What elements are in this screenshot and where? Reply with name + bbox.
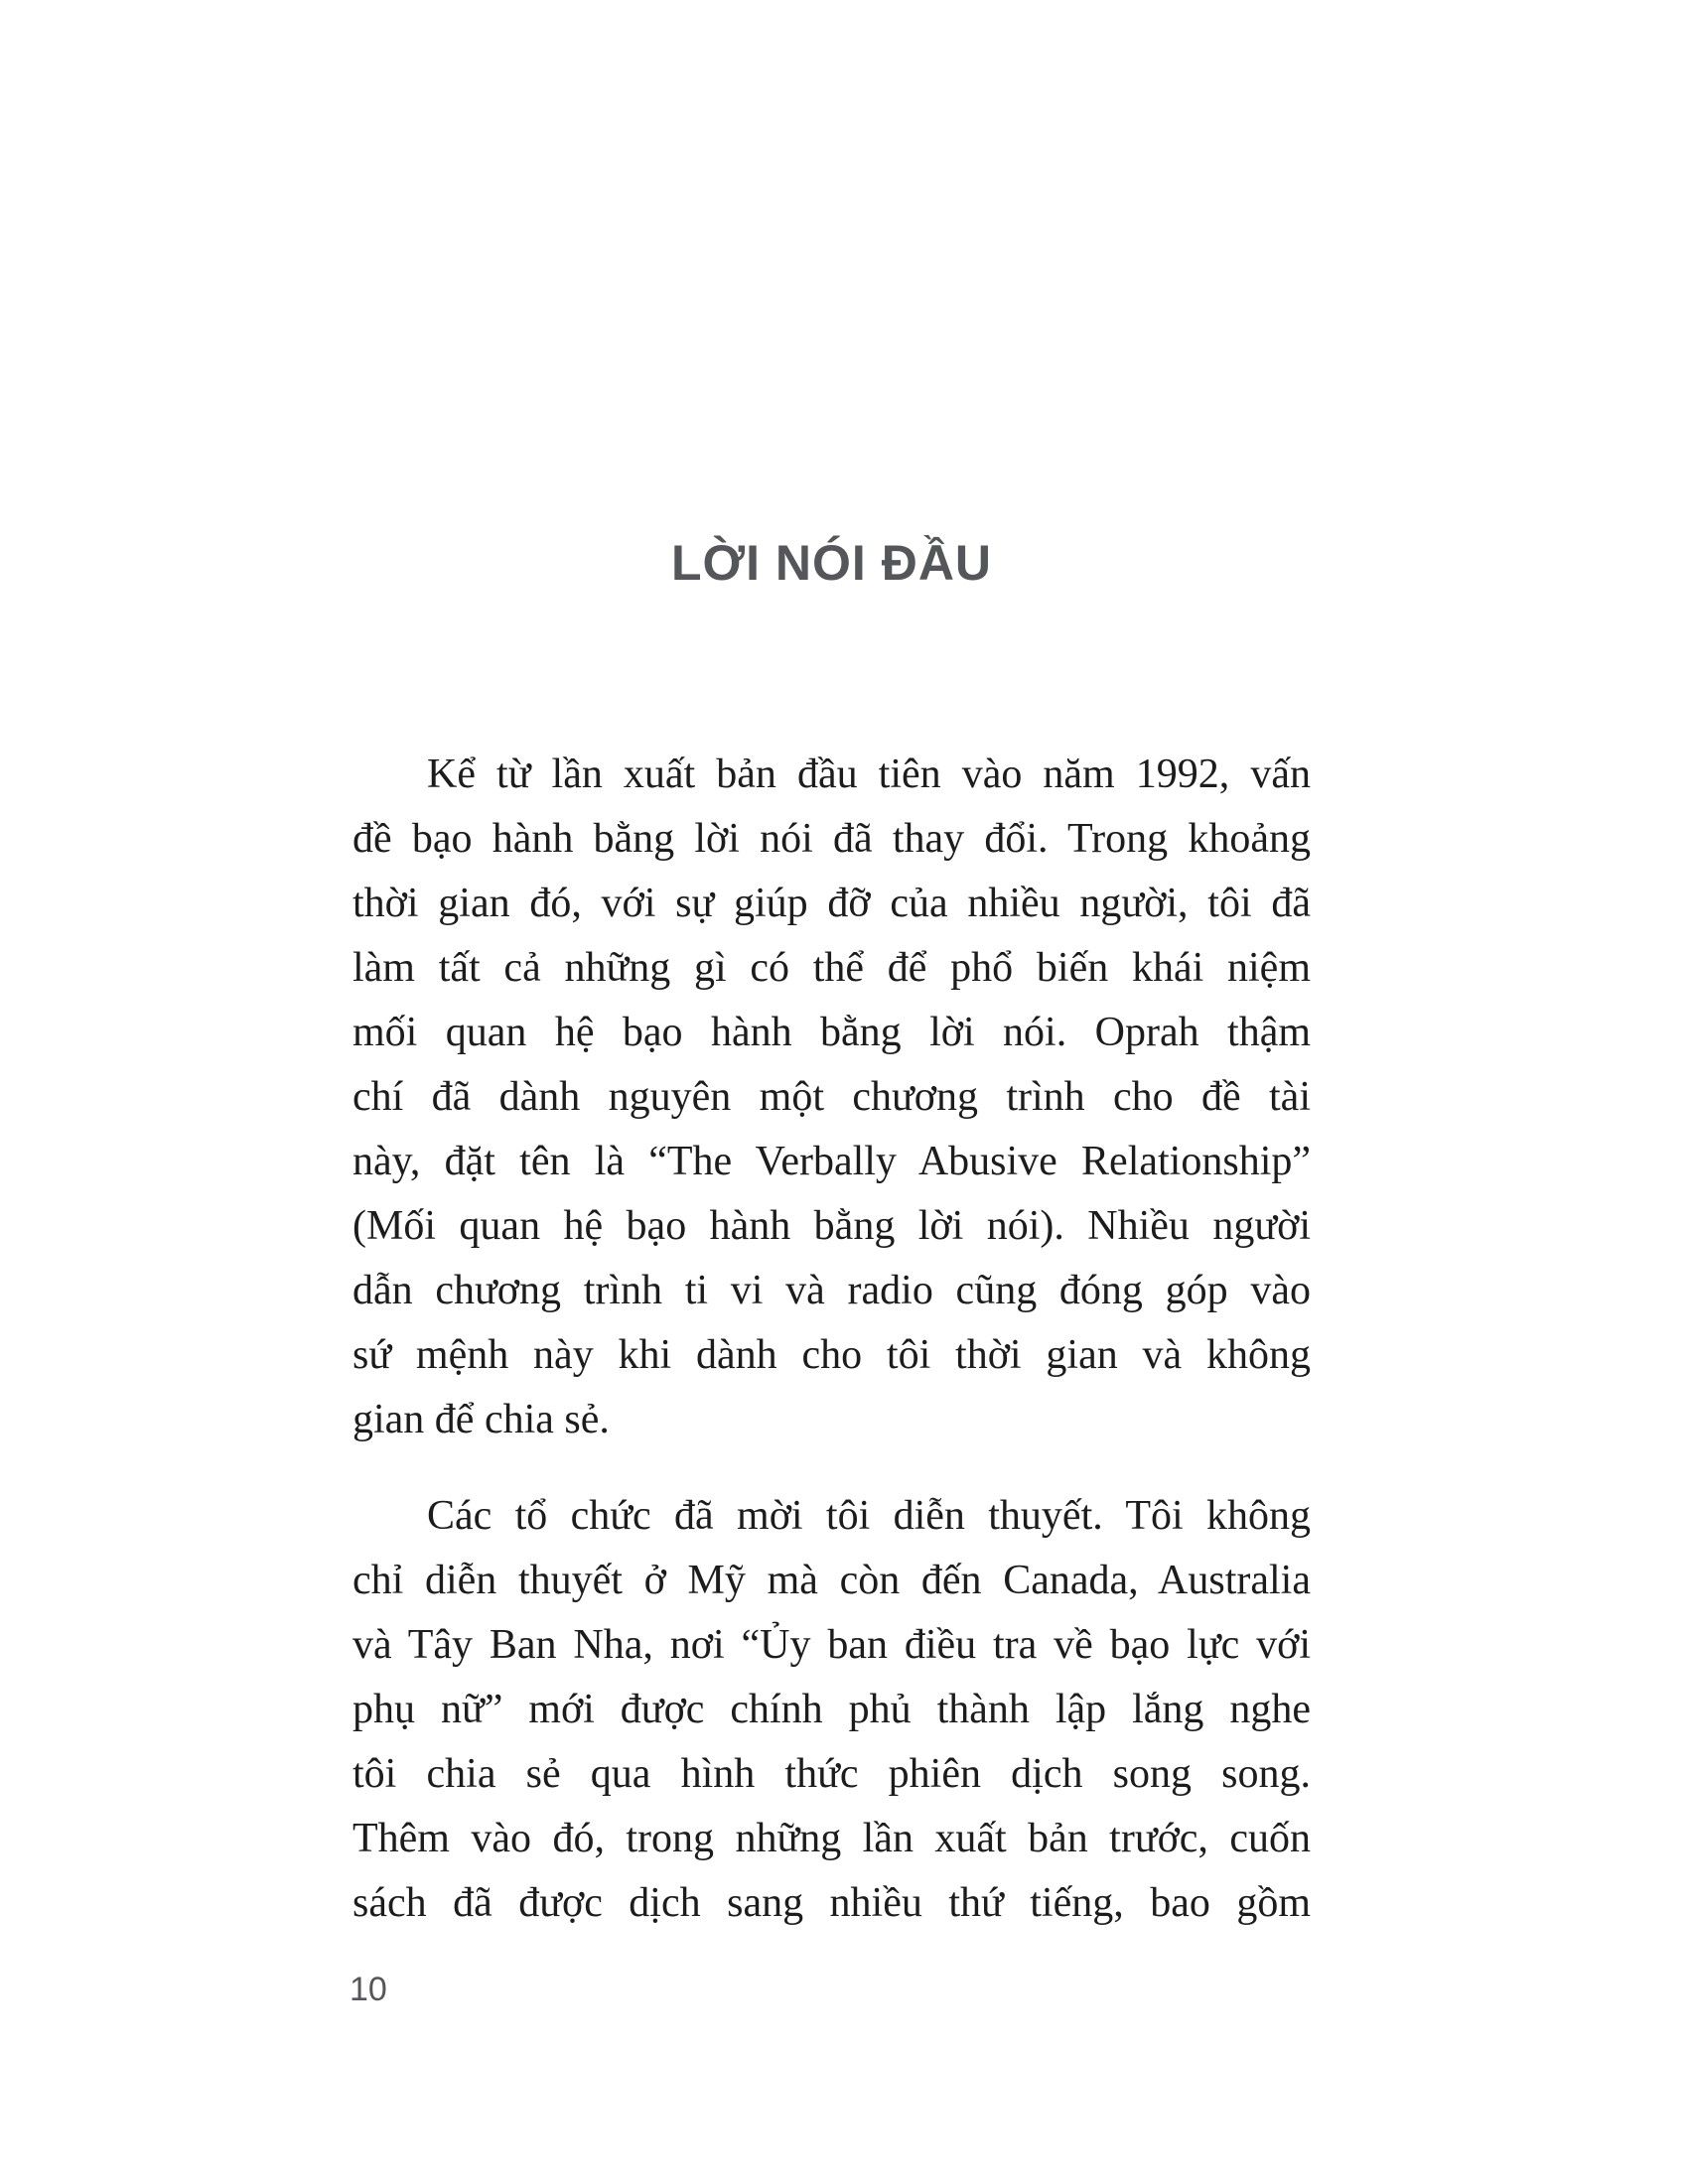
page-number: 10 bbox=[350, 1971, 387, 2008]
text-line: Thêm vào đó, trong những lần xuất bản trước, cuốn bbox=[352, 1816, 1311, 1861]
text-line: làm tất cả những gì có thể để phổ biến khái niệm bbox=[352, 945, 1311, 991]
text-line: mối quan hệ bạo hành bằng lời nói. Oprah thậm bbox=[352, 1010, 1311, 1055]
text-line: sứ mệnh này khi dành cho tôi thời gian và không bbox=[352, 1332, 1311, 1378]
text-line: sách đã được dịch sang nhiều thứ tiếng, bao gồm bbox=[352, 1880, 1311, 1926]
text-line: và Tây Ban Nha, nơi “Ủy ban điều tra về bạo lực với bbox=[352, 1622, 1311, 1668]
text-line: Các tổ chức đã mời tôi diễn thuyết. Tôi không bbox=[427, 1493, 1311, 1539]
text-line: Kể từ lần xuất bản đầu tiên vào năm 1992, vấn bbox=[427, 751, 1311, 797]
text-line: chỉ diễn thuyết ở Mỹ mà còn đến Canada, Australia bbox=[352, 1558, 1311, 1603]
text-line: chí đã dành nguyên một chương trình cho đề tài bbox=[352, 1074, 1311, 1120]
text-line: này, đặt tên là “The Verbally Abusive Relationship” bbox=[352, 1139, 1311, 1184]
body-text bbox=[352, 743, 1311, 1936]
text-line: đề bạo hành bằng lời nói đã thay đổi. Trong khoảng bbox=[352, 816, 1311, 862]
text-line: phụ nữ” mới được chính phủ thành lập lắng nghe bbox=[352, 1687, 1311, 1732]
text-line: (Mối quan hệ bạo hành bằng lời nói). Nhiều người bbox=[352, 1203, 1311, 1249]
paragraph bbox=[352, 1484, 1311, 1936]
text-line: tôi chia sẻ qua hình thức phiên dịch song song. bbox=[352, 1751, 1311, 1797]
text-line: gian để chia sẻ. bbox=[352, 1397, 610, 1442]
text-line: dẫn chương trình ti vi và radio cũng đóng góp vào bbox=[352, 1268, 1311, 1313]
chapter-title: LỜI NÓI ĐẦU bbox=[670, 534, 993, 591]
paragraph bbox=[352, 743, 1311, 1452]
text-line: thời gian đó, với sự giúp đỡ của nhiều người, tôi đã bbox=[352, 881, 1311, 926]
paragraph-container bbox=[352, 743, 1311, 1936]
